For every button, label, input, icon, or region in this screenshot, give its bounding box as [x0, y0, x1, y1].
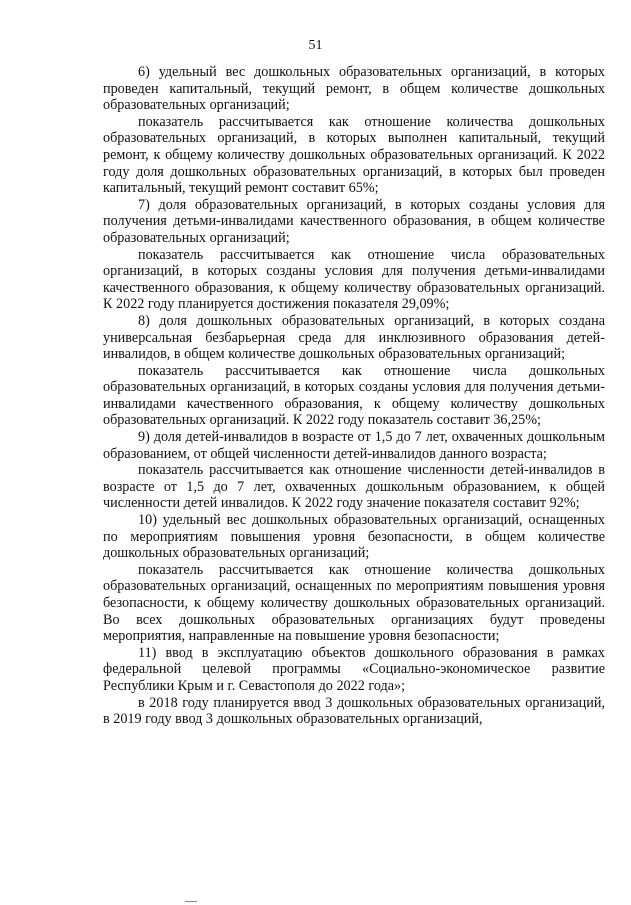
page-edge-mark [185, 901, 197, 905]
paragraph-indicator-11-plan: в 2018 году планируется ввод 3 дошкольных образовательных организаций, в 2019 году ввод 3 дошкольных образовательных организаций, [103, 694, 605, 728]
paragraph-indicator-10: 10) удельный вес дошкольных образовательных организаций, оснащенных по мероприятиям повышения уровня безопасности, в общем количестве дошкольных образовательных организаций; [103, 512, 605, 562]
paragraph-indicator-11: 11) ввод в эксплуатацию объектов дошкольного образования в рамках федеральной целевой программы «Социально-экономическое развитие Республики Крым и г. Севастополя до 2022 года»; [103, 644, 605, 694]
document-body [103, 64, 605, 728]
page-number: 51 [308, 38, 323, 53]
paragraph-indicator-7-method: показатель рассчитывается как отношение числа образовательных организаций, в которых созданы условия для получения детьми-инвалидами качественного образования, к общему количеству образовательных организаций. К 2022 году планируется достижения показателя 29,09%; [103, 246, 605, 313]
paragraph-indicator-9-method: показатель рассчитывается как отношение численности детей-инвалидов в возрасте от 1,5 до 7 лет, охваченных дошкольным образованием, к общей численности детей инвалидов. К 2022 году значение показателя составит 92%; [103, 462, 605, 512]
paragraph-indicator-10-method: показатель рассчитывается как отношение количества дошкольных образовательных организаций, оснащенных по мероприятиям повышения уровня безопасности, к общему количеству дошкольных образовательных организаций. Во всех дошкольных образовательных организациях будут проведены мероприятия, направленные на повышение уровня безопасности; [103, 561, 605, 645]
paragraph-indicator-6: 6) удельный вес дошкольных образовательных организаций, в которых проведен капитальный, текущий ремонт, в общем количестве дошкольных образовательных организаций; [103, 64, 605, 114]
paragraph-indicator-9: 9) доля детей-инвалидов в возрасте от 1,5 до 7 лет, охваченных дошкольным образованием, от общей численности детей-инвалидов данного возраста; [103, 429, 605, 462]
paragraph-indicator-8: 8) доля дошкольных образовательных организаций, в которых создана универсальная безбарьерная среда для инклюзивного образования детей-инвалидов, в общем количестве дошкольных образовательных организаций; [103, 312, 605, 363]
paragraph-indicator-6-method: показатель рассчитывается как отношение количества дошкольных образовательных организаций, в которых выполнен капитальный, текущий ремонт, к общему количеству дошкольных образовательных организаций. К 2022 году доля дошкольных образовательных организаций, в которых был проведен капитальный, текущий ремонт составит 65%; [103, 113, 605, 197]
paragraph-indicator-8-method: показатель рассчитывается как отношение числа дошкольных образовательных организаций, в которых созданы условия для получения детьми-инвалидами качественного образования, к общему количеству дошкольных образовательных организаций. К 2022 году показатель составит 36,25%; [103, 362, 605, 429]
paragraph-indicator-7: 7) доля образовательных организаций, в которых созданы условия для получения детьми-инвалидами качественного образования, в общем количестве образовательных организаций; [103, 196, 605, 246]
